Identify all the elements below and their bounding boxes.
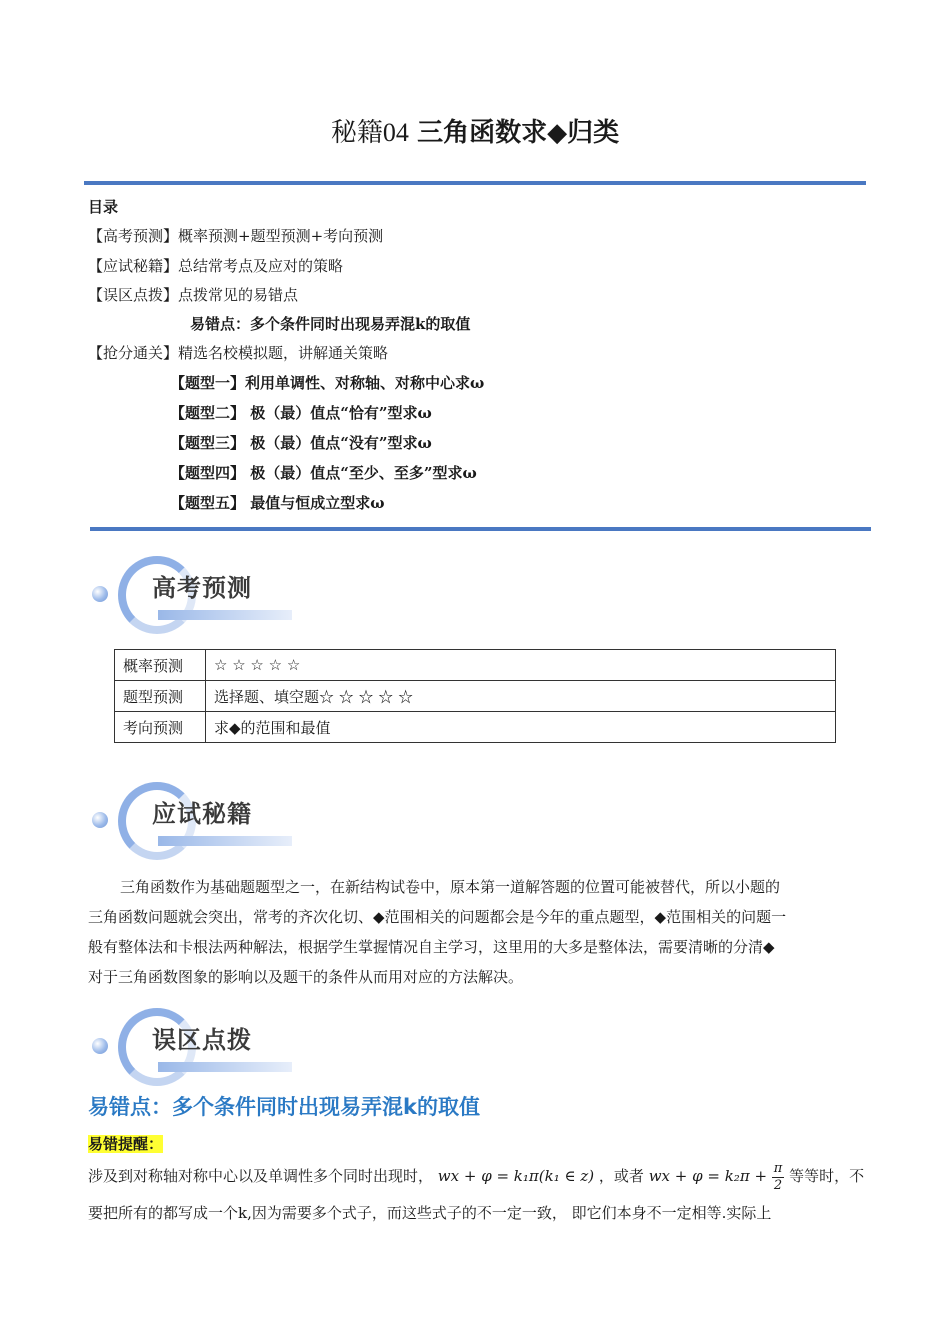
- table-cell-label: 概率预测: [115, 650, 206, 681]
- section-banner-strategy: [92, 774, 302, 870]
- banner-bar: [158, 1062, 292, 1072]
- toc-subline: 【题型二】 极（最）值点“恰有”型求ω: [170, 404, 432, 422]
- toc-rule: [90, 527, 871, 531]
- section-title: 应试秘籍: [152, 800, 252, 828]
- section-title: 误区点拨: [152, 1026, 252, 1054]
- toc-subline: 【题型三】 极（最）值点“没有”型求ω: [170, 434, 432, 452]
- toc-heading: 目录: [88, 198, 119, 216]
- mistake-line-2: 要把所有的都写成一个k,因为需要多个式子，而这些式子的不一定一致， 即它们本身不一定相等.实际上: [88, 1204, 772, 1222]
- reminder-label: 易错提醒：: [88, 1135, 164, 1153]
- banner-dot-icon: [92, 1038, 108, 1054]
- table-cell-value: 求◆的范围和最值: [206, 712, 836, 743]
- paragraph-line: 对于三角函数图象的影响以及题干的条件从而用对应的方法解决。: [88, 968, 524, 986]
- pi-over-2-fraction: [772, 1161, 785, 1194]
- toc-subline: 【题型一】利用单调性、对称轴、对称中心求ω: [170, 374, 485, 392]
- table-row: [115, 650, 836, 681]
- mistake-line-1: [88, 1152, 878, 1200]
- banner-bar: [158, 610, 292, 620]
- fraction-numerator: π: [773, 1160, 783, 1176]
- prediction-table: [114, 649, 836, 743]
- formula-2: wx + φ = k₂π +: [648, 1167, 768, 1185]
- banner-bar: [158, 836, 292, 846]
- toc-line: 【高考预测】概率预测+题型预测+考向预测: [88, 227, 384, 245]
- strategy-paragraph: [88, 872, 868, 992]
- table-cell-value: 选择题、填空题☆ ☆ ☆ ☆ ☆: [206, 681, 836, 712]
- section-title: 高考预测: [152, 574, 252, 602]
- title-main: 三角函数求◆归类: [417, 118, 620, 148]
- table-row: [115, 712, 836, 743]
- text-run: 涉及到对称轴对称中心以及单调性多个同时出现时，: [88, 1167, 434, 1185]
- table-cell-label: 题型预测: [115, 681, 206, 712]
- toc-line: 【误区点拨】点拨常见的易错点: [88, 286, 299, 304]
- reminder-label-wrap: [88, 1133, 163, 1154]
- fraction-denominator: 2: [773, 1177, 783, 1193]
- banner-dot-icon: [92, 812, 108, 828]
- page-title: [0, 112, 950, 149]
- table-row: [115, 681, 836, 712]
- toc-subline: 【题型四】 极（最）值点“至少、至多”型求ω: [170, 464, 477, 482]
- section-banner-mistakes: [92, 1000, 302, 1096]
- toc-subline: 易错点：多个条件同时出现易弄混k的取值: [190, 315, 471, 333]
- mistake-heading: 易错点：多个条件同时出现易弄混k的取值: [88, 1095, 480, 1119]
- text-run: 等等时，不: [789, 1167, 865, 1185]
- paragraph-line: 三角函数问题就会突出，常考的齐次化切、◆范围相关的问题都会是今年的重点题型，◆范围相关的问题一: [88, 908, 787, 926]
- toc-subline: 【题型五】 最值与恒成立型求ω: [170, 494, 385, 512]
- title-prefix: 秘籍04: [330, 118, 409, 147]
- paragraph-line: 般有整体法和卡根法两种解法，根据学生掌握情况自主学习，这里用的大多是整体法，需要清晰的分清◆: [88, 938, 775, 956]
- text-run: ，或者: [598, 1167, 644, 1185]
- toc-line: 【抢分通关】精选名校模拟题，讲解通关策略: [88, 344, 389, 362]
- table-cell-value: ☆ ☆ ☆ ☆ ☆: [206, 650, 836, 681]
- paragraph-line: 三角函数作为基础题题型之一，在新结构试卷中，原本第一道解答题的位置可能被替代，所以小题的: [120, 878, 781, 896]
- toc-line: 【应试秘籍】总结常考点及应对的策略: [88, 257, 344, 275]
- banner-dot-icon: [92, 586, 108, 602]
- formula-1: wx + φ = k₁π(k₁ ∈ z): [437, 1167, 595, 1185]
- table-cell-label: 考向预测: [115, 712, 206, 743]
- section-banner-prediction: [92, 548, 302, 644]
- top-rule: [84, 181, 866, 185]
